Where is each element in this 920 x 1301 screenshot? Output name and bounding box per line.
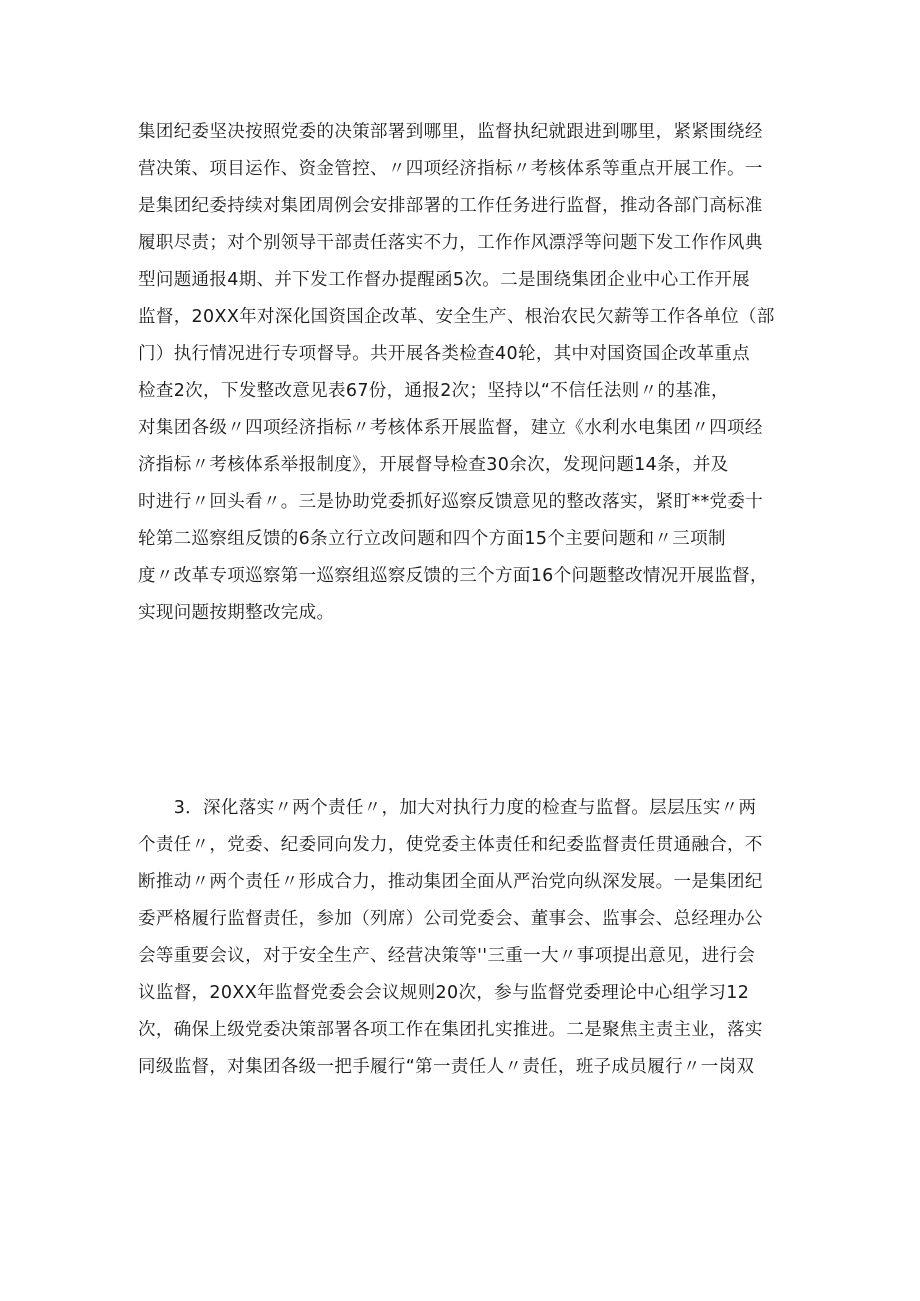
text-line: 监督，20XX年对深化国资国企改革、安全生产、根治农民欠薪等工作各单位（部 — [138, 307, 775, 327]
text-line: 门）执行情况进行专项督导。共开展各类检查40轮，其中对国资国企改革重点 — [138, 344, 751, 364]
text-line: 济指标〃考核体系举报制度》，开展督导检查30余次，发现问题14条，并及 — [138, 455, 729, 475]
text-line: 同级监督，对集团各级一把手履行“第一责任人〃责任，班子成员履行〃一岗双 — [138, 1057, 755, 1077]
text-line: 议监督，20XX年监督党委会会议规则20次，参与监督党委理论中心组学习12 — [138, 983, 750, 1003]
text-line: 型问题通报4期、并下发工作督办提醒函5次。二是围绕集团企业中心工作开展 — [138, 270, 751, 290]
text-line: 时进行〃回头看〃。三是协助党委抓好巡察反馈意见的整改落实，紧盯**党委十 — [138, 492, 764, 512]
text-line: 度〃改革专项巡察第一巡察组巡察反馈的三个方面16个问题整改情况开展监督， — [138, 566, 768, 586]
text-line: 3．深化落实〃两个责任〃，加大对执行力度的检查与监督。层层压实〃两 — [138, 798, 757, 818]
text-line: 轮第二巡察组反馈的6条立行立改问题和四个方面15个主要问题和〃三项制 — [138, 529, 726, 549]
text-line: 营决策、项目运作、资金管控、〃四项经济指标〃考核体系等重点开展工作。一 — [138, 159, 763, 179]
text-line: 履职尽责；对个别领导干部责任落实不力，工作作风漂浮等问题下发工作作风典 — [138, 233, 763, 253]
text-line: 集团纪委坚决按照党委的决策部署到哪里，监督执纪就跟进到哪里，紧紧围绕经 — [138, 122, 763, 142]
text-line: 次，确保上级党委决策部署各项工作在集团扎实推进。二是聚焦主责主业，落实 — [138, 1020, 763, 1040]
text-line: 实现问题按期整改完成。 — [138, 603, 335, 623]
text-line: 对集团各级〃四项经济指标〃考核体系开展监督，建立《水利水电集团〃四项经 — [138, 418, 763, 438]
text-line: 断推动〃两个责任〃形成合力，推动集团全面从严治党向纵深发展。一是集团纪 — [138, 872, 763, 892]
text-line: 检查2次，下发整改意见表67份，通报2次；坚持以“不信任法则〃的基准， — [138, 381, 729, 401]
text-line: 委严格履行监督责任，参加（列席）公司党委会、董事会、监事会、总经理办公 — [138, 909, 763, 929]
text-line: 会等重要会议，对于安全生产、经营决策等''三重一大〃事项提出意见，进行会 — [138, 946, 756, 966]
text-line: 是集团纪委持续对集团周例会安排部署的工作任务进行监督，推动各部门高标准 — [138, 196, 763, 216]
text-line: 个责任〃，党委、纪委同向发力，使党委主体责任和纪委监督责任贯通融合，不 — [138, 835, 763, 855]
